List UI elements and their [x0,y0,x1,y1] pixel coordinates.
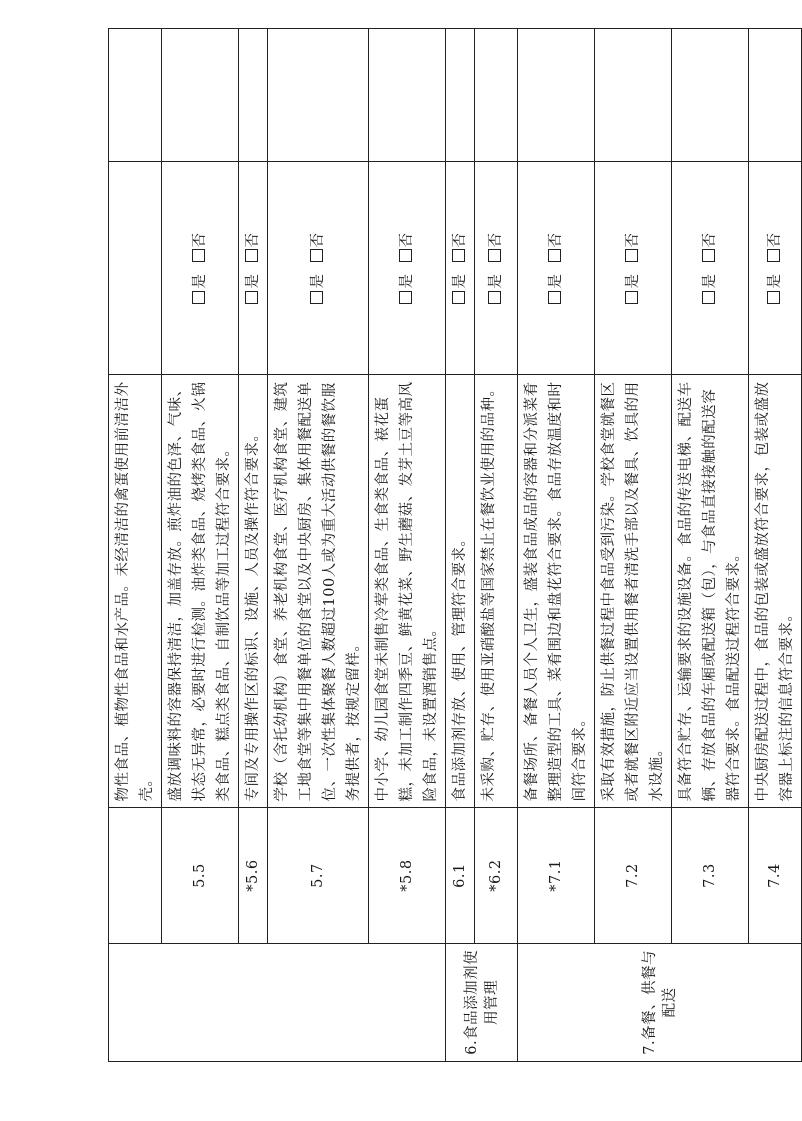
category-cell: 6.食品添加剂使用管理 [446,943,518,1061]
note-cell [749,29,802,162]
yes-checkbox[interactable] [488,291,501,304]
item-requirement: 具备符合贮存、运输要求的设施设备。食品的传送电梯、配送车辆、存放食品的车厢或配送箱（包），与食品直接接触的配送容器符合要求。食品配送过程符合要求。 [672,374,749,808]
table-row [369,29,446,1062]
yes-checkbox[interactable] [310,291,323,304]
yes-label: 是 [310,273,326,289]
note-cell [672,29,749,162]
yes-checkbox[interactable] [192,291,205,304]
note-cell [369,29,446,162]
check-cell [109,162,162,374]
item-requirement: 食品添加剂存放、使用、管理符合要求。 [446,374,475,808]
item-code: *6.2 [475,808,518,943]
item-code: 7.2 [595,808,672,943]
check-cell [239,162,268,374]
yes-checkbox[interactable] [625,291,638,304]
yes-checkbox[interactable] [245,291,258,304]
item-code: *5.6 [239,808,268,943]
table-row [446,29,475,1062]
note-cell [595,29,672,162]
yes-checkbox[interactable] [548,291,561,304]
no-label: 否 [767,232,783,248]
item-code: 7.3 [672,808,749,943]
no-checkbox[interactable] [399,249,412,262]
yes-label: 是 [548,273,564,289]
item-code: *5.8 [369,808,446,943]
note-cell [446,29,475,162]
yes-label: 是 [625,273,641,289]
item-requirement: 采取有效措施，防止供餐过程中食品受到污染。学校食堂就餐区或者就餐区附近应当设置供用餐者清洗手部以及餐具、饮具的用水设施。 [595,374,672,808]
no-label: 否 [702,232,718,248]
category-cell: 7.备餐、供餐与配送 [518,943,802,1061]
yes-label: 是 [399,273,415,289]
table-row [595,29,672,1062]
yes-checkbox[interactable] [702,291,715,304]
item-requirement: 备餐场所、备餐人员个人卫生，盛装食品成品的容器和分派菜肴整理造型的工具、菜肴围边和盘花符合要求。食品存放温度和时间符合要求。 [518,374,595,808]
note-cell [475,29,518,162]
table-row [475,29,518,1062]
table-row [162,29,239,1062]
check-cell [672,162,749,374]
item-code [109,808,162,943]
no-checkbox[interactable] [245,249,258,262]
no-checkbox[interactable] [625,249,638,262]
table-row [239,29,268,1062]
item-requirement: 未采购、贮存、使用亚硝酸盐等国家禁止在餐饮业使用的品种。 [475,374,518,808]
no-checkbox[interactable] [452,249,465,262]
item-requirement: 专间及专用操作区的标识、设施、人员及操作符合要求。 [239,374,268,808]
item-requirement: 物性食品、植物性食品和水产品。未经清洁的禽蛋使用前清洁外壳。 [109,374,162,808]
no-label: 否 [399,232,415,248]
no-label: 否 [310,232,326,248]
inspection-table [108,28,802,1062]
check-cell [749,162,802,374]
item-code: 7.4 [749,808,802,943]
no-checkbox[interactable] [702,249,715,262]
note-cell [162,29,239,162]
yes-label: 是 [245,273,261,289]
yes-label: 是 [192,273,208,289]
item-code: *7.1 [518,808,595,943]
no-checkbox[interactable] [310,249,323,262]
yes-label: 是 [452,273,468,289]
note-cell [109,29,162,162]
no-label: 否 [192,232,208,248]
yes-checkbox[interactable] [767,291,780,304]
note-cell [268,29,369,162]
check-cell [162,162,239,374]
item-requirement: 盛放调味料的容器保持清洁，加盖存放。煎炸油的色泽、气味、状态无异常，必要时进行检测。油炸类食品、烧烤类食品、火锅类食品、糕点类食品、自制饮品等加工过程符合要求。 [162,374,239,808]
yes-label: 是 [767,273,783,289]
check-cell [268,162,369,374]
table-row [518,29,595,1062]
no-label: 否 [452,232,468,248]
category-cell [109,943,446,1061]
item-code: 5.7 [268,808,369,943]
no-label: 否 [625,232,641,248]
note-cell [239,29,268,162]
check-cell [446,162,475,374]
item-requirement: 中央厨房配送过程中，食品的包装或盛放符合要求，包装或盛放容器上标注的信息符合要求。 [749,374,802,808]
check-cell [369,162,446,374]
no-checkbox[interactable] [192,249,205,262]
item-requirement: 学校（含托幼机构）食堂、养老机构食堂、医疗机构食堂、建筑工地食堂等集中用餐单位的食堂以及中央厨房、集体用餐配送单位、一次性集体聚餐人数超过100人或为重大活动供餐的餐饮服务提供者，按规定留样。 [268,374,369,808]
check-cell [595,162,672,374]
no-label: 否 [548,232,564,248]
no-checkbox[interactable] [548,249,561,262]
item-code: 5.5 [162,808,239,943]
check-cell [518,162,595,374]
note-cell [518,29,595,162]
item-requirement: 中小学、幼儿园食堂未制售冷荤类食品、生食类食品、裱花蛋糕，未加工制作四季豆、鲜黄花菜、野生蘑菇、发芽土豆等高风险食品，未设置酒销售点。 [369,374,446,808]
yes-label: 是 [702,273,718,289]
table-row [749,29,802,1062]
no-checkbox[interactable] [767,249,780,262]
table-row [268,29,369,1062]
no-label: 否 [488,232,504,248]
yes-checkbox[interactable] [452,291,465,304]
no-checkbox[interactable] [488,249,501,262]
check-cell [475,162,518,374]
table-row [109,29,162,1062]
table-row [672,29,749,1062]
item-code: 6.1 [446,808,475,943]
no-label: 否 [245,232,261,248]
inspection-table-rotated [108,28,795,1062]
yes-checkbox[interactable] [399,291,412,304]
yes-label: 是 [488,273,504,289]
